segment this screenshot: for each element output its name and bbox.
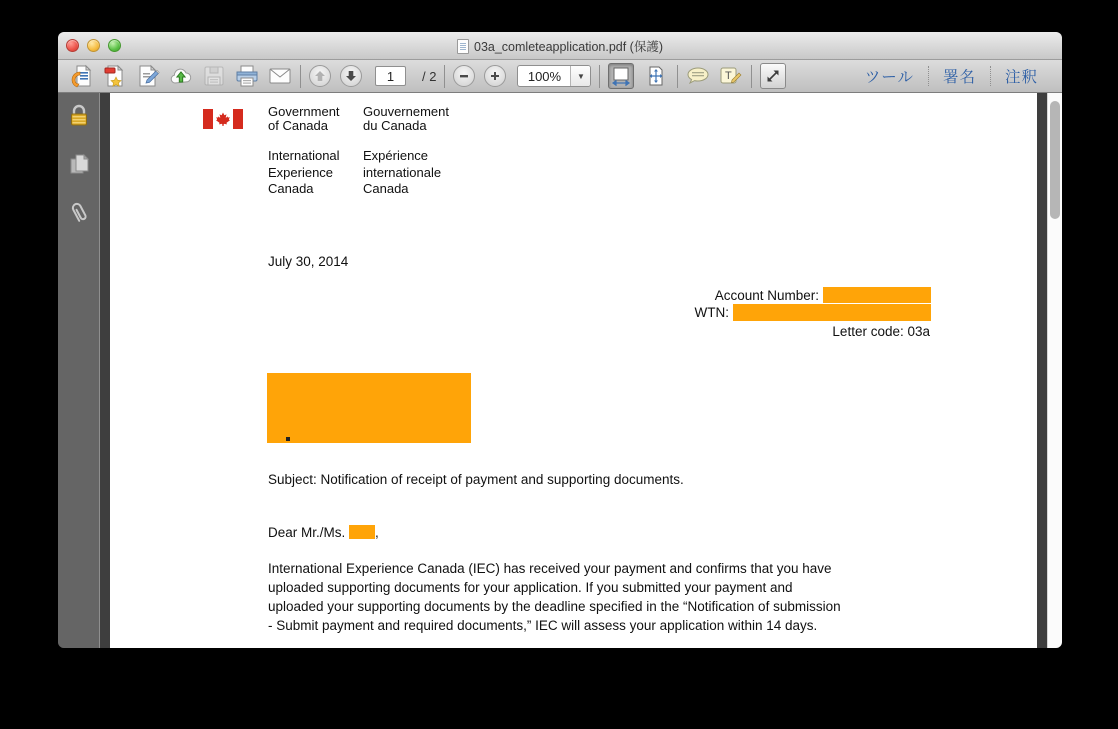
vertical-scrollbar[interactable] <box>1047 93 1062 648</box>
window-title: 03a_comleteapplication.pdf (保護) <box>474 40 663 54</box>
zoom-level-select[interactable] <box>517 65 591 87</box>
toolbar-separator <box>444 65 445 88</box>
zoom-group <box>453 65 591 87</box>
scrollbar-thumb[interactable] <box>1050 101 1060 219</box>
annotation-group <box>686 64 743 88</box>
pdf-page[interactable] <box>110 93 1037 648</box>
subject-line: Subject: Notification of receipt of payment and supporting documents. <box>268 472 684 487</box>
fit-page-icon[interactable] <box>643 63 669 89</box>
maple-leaf-icon <box>216 112 230 126</box>
toolbar-separator <box>751 65 752 88</box>
title-bar <box>58 32 1062 60</box>
salutation-text: Dear Mr./Ms. <box>268 525 346 540</box>
page-nav-group <box>309 65 436 87</box>
create-pdf-icon[interactable] <box>103 64 127 88</box>
page-thumbnails-icon[interactable] <box>67 151 91 182</box>
account-number-label: Account Number: <box>714 287 819 303</box>
pdf-viewer-window <box>58 32 1062 648</box>
print-icon[interactable] <box>235 64 259 88</box>
toolbar-separator <box>677 65 678 88</box>
fullscreen-icon[interactable] <box>760 63 786 89</box>
next-page-icon[interactable] <box>340 65 362 87</box>
fit-width-icon[interactable] <box>608 63 634 89</box>
comment-panel-button[interactable]: 注釈 <box>1004 69 1038 86</box>
content-area <box>58 93 1062 648</box>
zoom-level-value: 100% <box>527 68 562 84</box>
tools-panel-button[interactable]: ツール <box>864 69 914 86</box>
navigation-sidebar <box>58 93 100 648</box>
wtn-redaction <box>733 304 931 321</box>
comment-bubble-icon[interactable] <box>686 64 710 88</box>
panel-buttons <box>851 65 1052 87</box>
letter-code: Letter code: 03a <box>832 324 930 339</box>
body-paragraph: International Experience Canada (IEC) has received your payment and confirms that you have uploaded supporting documents for your application. If you submitted your payment and uploaded your supporting documents by the deadline specified in the “Notification of submission - Submit payment and required documents,” IEC will assess your application within 14 days. <box>268 561 841 633</box>
previous-page-icon[interactable] <box>309 65 331 87</box>
file-actions-group <box>70 64 292 88</box>
logo-program-fr: Expérience internationale Canada <box>363 148 442 196</box>
logo-government-en: Government of Canada <box>268 104 340 133</box>
fit-group <box>608 63 669 89</box>
letter-date: July 30, 2014 <box>268 254 349 269</box>
zoom-in-icon[interactable] <box>484 65 506 87</box>
fill-sign-icon[interactable] <box>136 64 160 88</box>
document-icon <box>457 39 469 54</box>
save-icon[interactable] <box>202 64 226 88</box>
toolbar <box>58 60 1062 93</box>
account-number-redaction <box>823 287 931 303</box>
window-title-area <box>58 32 1062 60</box>
page-number-value: 1 <box>386 68 395 84</box>
logo-program-en: International Experience Canada <box>268 148 340 196</box>
redaction-text-remnant <box>286 437 290 441</box>
upload-to-cloud-icon[interactable] <box>169 64 193 88</box>
toolbar-separator <box>300 65 301 88</box>
salutation-line <box>268 525 379 540</box>
document-pane <box>100 93 1047 648</box>
open-file-icon[interactable] <box>70 64 94 88</box>
svg-text:T: T <box>725 70 733 82</box>
account-number-row <box>715 287 931 303</box>
attachments-paperclip-icon[interactable] <box>67 199 91 232</box>
wtn-label: WTN: <box>694 305 729 320</box>
name-redaction <box>349 525 375 539</box>
toolbar-separator <box>599 65 600 88</box>
chevron-down-icon[interactable]: ▼ <box>570 66 590 86</box>
text-annotation-icon[interactable] <box>719 64 743 88</box>
canada-flag <box>203 109 243 129</box>
address-redaction-block <box>267 373 471 443</box>
zoom-out-icon[interactable] <box>453 65 475 87</box>
logo-government-fr: Gouvernement du Canada <box>363 104 449 133</box>
sign-panel-button[interactable]: 署名 <box>942 69 976 86</box>
page-number-input[interactable] <box>375 66 406 86</box>
salutation-comma: , <box>375 525 379 540</box>
security-lock-icon[interactable] <box>67 103 91 134</box>
page-total: / 2 <box>422 68 437 84</box>
wtn-row <box>695 304 932 321</box>
email-icon[interactable] <box>268 64 292 88</box>
